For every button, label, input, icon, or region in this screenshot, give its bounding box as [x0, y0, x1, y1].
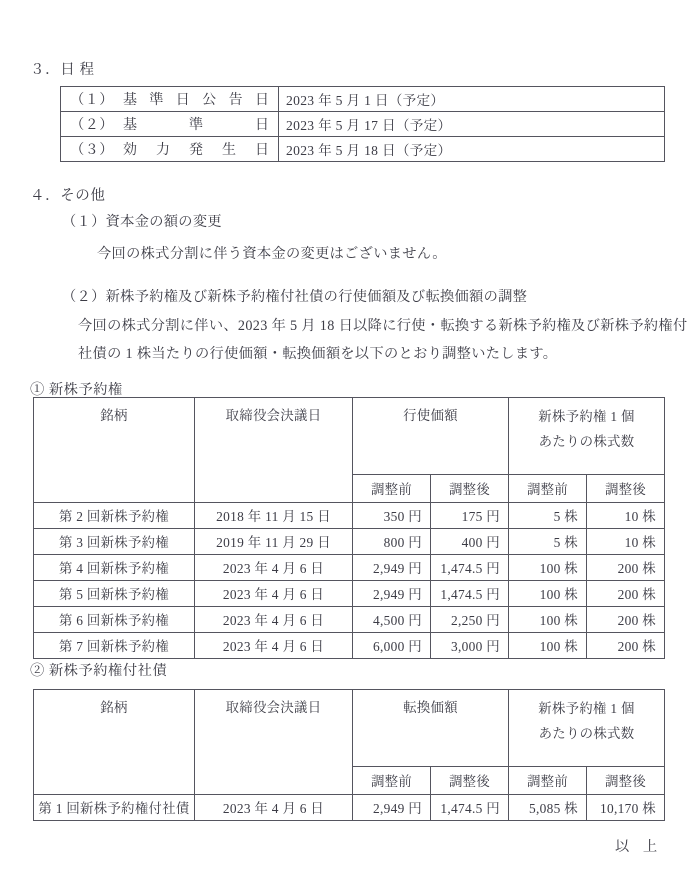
header-date: 取締役会決議日 — [195, 690, 353, 795]
cell-shares-after: 10 株 — [587, 529, 665, 555]
schedule-row-value: 2023 年 5 月 1 日（予定） — [279, 87, 665, 112]
cell-shares-after: 200 株 — [587, 581, 665, 607]
cell-shares-after: 200 株 — [587, 555, 665, 581]
table-row — [34, 795, 665, 821]
subheader-shares-after: 調整後 — [587, 475, 665, 503]
schedule-table — [60, 86, 665, 162]
cell-shares-before: 5 株 — [509, 503, 587, 529]
cell-price-after: 2,250 円 — [431, 607, 509, 633]
header-name: 銘柄 — [34, 690, 195, 795]
table-row — [34, 529, 665, 555]
cell-shares-after: 200 株 — [587, 607, 665, 633]
cell-name: 第 3 回新株予約権 — [34, 529, 195, 555]
header-shares-group — [509, 690, 665, 767]
table-row — [61, 112, 665, 137]
warrant-table-1 — [33, 397, 665, 659]
cell-shares-before: 100 株 — [509, 633, 587, 659]
header-name: 銘柄 — [34, 398, 195, 503]
cell-name: 第 4 回新株予約権 — [34, 555, 195, 581]
cell-price-before: 2,949 円 — [353, 581, 431, 607]
schedule-row-label — [123, 112, 279, 137]
subheader-shares-before: 調整前 — [509, 475, 587, 503]
schedule-row-value: 2023 年 5 月 17 日（予定） — [279, 112, 665, 137]
cell-price-after: 1,474.5 円 — [431, 555, 509, 581]
header-shares-group-line-2: あたりの株式数 — [538, 433, 635, 449]
header-shares-group-line-1: 新株予約権 1 個 — [538, 409, 635, 424]
schedule-label-text: 基準日公告日 — [123, 93, 269, 108]
header-price-group: 転換価額 — [353, 690, 509, 767]
cell-price-after: 3,000 円 — [431, 633, 509, 659]
cell-price-after: 1,474.5 円 — [431, 581, 509, 607]
cell-shares-after: 10,170 株 — [587, 795, 665, 821]
schedule-row-label — [123, 87, 279, 112]
schedule-row-number: （２） — [61, 112, 124, 137]
cell-name: 第 1 回新株予約権付社債 — [34, 795, 195, 821]
warrant-table-2 — [33, 689, 665, 821]
header-shares-group — [509, 398, 665, 475]
table-row — [34, 581, 665, 607]
cell-date: 2023 年 4 月 6 日 — [195, 555, 353, 581]
cell-shares-after: 10 株 — [587, 503, 665, 529]
section-4-item-2-heading: （２）新株予約権及び新株予約権付社債の行使価額及び転換価額の調整 — [62, 289, 528, 305]
cell-name: 第 6 回新株予約権 — [34, 607, 195, 633]
subheader-shares-before: 調整前 — [509, 767, 587, 795]
header-date: 取締役会決議日 — [195, 398, 353, 503]
section-4-item-2-body-line-1: 今回の株式分割に伴い、2023 年 5 月 18 日以降に行使・転換する新株予約権及び新株予約権付 — [78, 318, 688, 334]
table-row — [61, 137, 665, 162]
cell-price-before: 4,500 円 — [353, 607, 431, 633]
section-4-item-2-body-line-2: 社債の 1 株当たりの行使価額・転換価額を以下のとおり調整いたします。 — [78, 346, 558, 362]
cell-shares-before: 100 株 — [509, 581, 587, 607]
header-shares-group-line-2: あたりの株式数 — [538, 725, 635, 741]
subheader-shares-after: 調整後 — [587, 767, 665, 795]
cell-price-before: 800 円 — [353, 529, 431, 555]
cell-price-after: 175 円 — [431, 503, 509, 529]
cell-price-before: 2,949 円 — [353, 555, 431, 581]
header-price-group: 行使価額 — [353, 398, 509, 475]
cell-date: 2018 年 11 月 15 日 — [195, 503, 353, 529]
schedule-label-text: 効力発生日 — [123, 143, 269, 158]
cell-price-after: 1,474.5 円 — [431, 795, 509, 821]
table-row — [34, 503, 665, 529]
cell-date: 2023 年 4 月 6 日 — [195, 607, 353, 633]
warrant-table-1-caption: ① 新株予約権 — [30, 382, 123, 398]
section-4-item-1-body: 今回の株式分割に伴う資本金の変更はございません。 — [97, 246, 447, 262]
cell-shares-before: 5 株 — [509, 529, 587, 555]
cell-date: 2023 年 4 月 6 日 — [195, 581, 353, 607]
schedule-row-number: （１） — [61, 87, 124, 112]
schedule-row-value: 2023 年 5 月 18 日（予定） — [279, 137, 665, 162]
warrant-table-2-caption: ② 新株予約権付社債 — [30, 663, 168, 679]
section-3-heading: ３．日 程 — [30, 62, 95, 78]
table-row — [61, 87, 665, 112]
header-shares-group-line-1: 新株予約権 1 個 — [538, 701, 635, 716]
section-4-heading: ４．その他 — [30, 188, 106, 204]
cell-shares-before: 100 株 — [509, 555, 587, 581]
table-header-row — [34, 398, 665, 475]
table-row — [34, 633, 665, 659]
cell-price-after: 400 円 — [431, 529, 509, 555]
cell-shares-before: 100 株 — [509, 607, 587, 633]
cell-date: 2023 年 4 月 6 日 — [195, 795, 353, 821]
cell-price-before: 6,000 円 — [353, 633, 431, 659]
cell-price-before: 2,949 円 — [353, 795, 431, 821]
schedule-row-number: （３） — [61, 137, 124, 162]
subheader-price-after: 調整後 — [431, 767, 509, 795]
cell-shares-before: 5,085 株 — [509, 795, 587, 821]
cell-price-before: 350 円 — [353, 503, 431, 529]
cell-date: 2023 年 4 月 6 日 — [195, 633, 353, 659]
cell-date: 2019 年 11 月 29 日 — [195, 529, 353, 555]
section-4-item-1-heading: （１）資本金の額の変更 — [62, 214, 222, 230]
table-row — [34, 607, 665, 633]
schedule-label-text: 基準日 — [123, 118, 269, 133]
schedule-row-label — [123, 137, 279, 162]
table-header-row — [34, 690, 665, 767]
cell-name: 第 2 回新株予約権 — [34, 503, 195, 529]
cell-shares-after: 200 株 — [587, 633, 665, 659]
subheader-price-before: 調整前 — [353, 767, 431, 795]
cell-name: 第 5 回新株予約権 — [34, 581, 195, 607]
subheader-price-before: 調整前 — [353, 475, 431, 503]
subheader-price-after: 調整後 — [431, 475, 509, 503]
closing-note: 以 上 — [615, 839, 663, 855]
table-row — [34, 555, 665, 581]
cell-name: 第 7 回新株予約権 — [34, 633, 195, 659]
